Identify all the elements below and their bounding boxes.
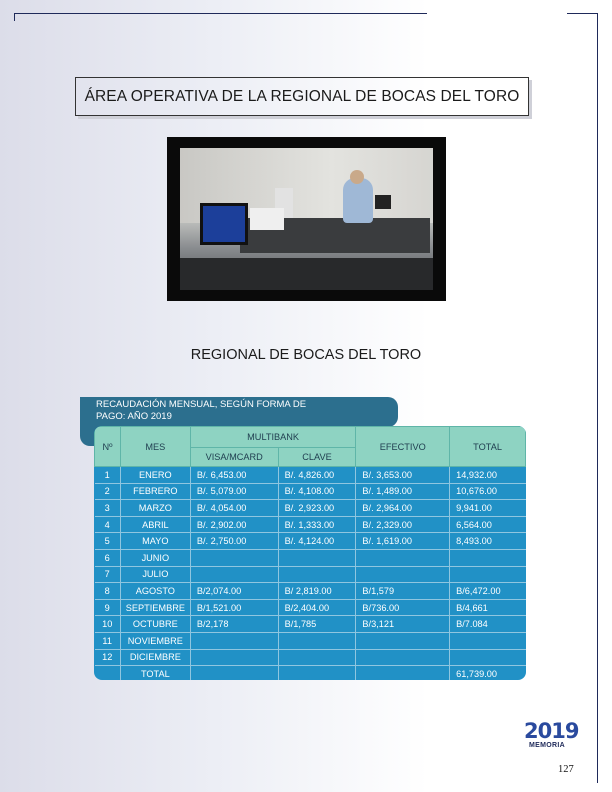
cell-efectivo: [356, 566, 450, 583]
table-row: [95, 516, 526, 533]
cell-efectivo: B/. 1,489.00: [356, 483, 450, 500]
photo-person: [343, 178, 373, 223]
cell-n: 6: [95, 549, 121, 566]
logo-label: MEMORIA: [529, 742, 565, 749]
cell-visa: B/2,178: [190, 616, 278, 633]
cell-clave: [278, 649, 356, 666]
page-title-box: [75, 77, 529, 116]
cell-mes: ABRIL: [120, 516, 190, 533]
cell-n: 8: [95, 583, 121, 600]
cell-total: [450, 549, 526, 566]
section-title: REGIONAL DE BOCAS DEL TORO: [190, 347, 422, 363]
cell-total: 6,564.00: [450, 516, 526, 533]
cell-total: 14,932.00: [450, 467, 526, 484]
logo-year: 2019: [524, 719, 579, 743]
cell-n: 1: [95, 467, 121, 484]
table-row: [95, 583, 526, 600]
photo-foreground-desk: [180, 258, 433, 290]
table-row: [95, 632, 526, 649]
cell-total: B/4,661: [450, 599, 526, 616]
cell-n: 12: [95, 649, 121, 666]
cell-n: 10: [95, 616, 121, 633]
frame-top-line-right: [567, 13, 597, 14]
header-visa: VISA/MCARD: [190, 448, 278, 467]
cell-mes: JULIO: [120, 566, 190, 583]
header-mes: MES: [120, 427, 190, 467]
cell-efectivo: B/3,121: [356, 616, 450, 633]
table-row: [95, 649, 526, 666]
table-row: [95, 549, 526, 566]
photo-person-head: [350, 170, 364, 184]
total-empty-cell: [278, 666, 356, 680]
table-row: [95, 500, 526, 517]
cell-efectivo: B/. 1,619.00: [356, 533, 450, 550]
cell-mes: SEPTIEMBRE: [120, 599, 190, 616]
cell-mes: MAYO: [120, 533, 190, 550]
cell-n: 11: [95, 632, 121, 649]
cell-clave: B/. 4,826.00: [278, 467, 356, 484]
cell-total: [450, 632, 526, 649]
page-number: 127: [558, 764, 574, 775]
cell-efectivo: [356, 632, 450, 649]
table-heading-line1: RECAUDACIÓN MENSUAL, SEGÚN FORMA DE: [96, 399, 307, 410]
cell-visa: [190, 632, 278, 649]
cell-n: 7: [95, 566, 121, 583]
office-photo: [180, 148, 433, 290]
cell-total: 9,941.00: [450, 500, 526, 517]
cell-n: 3: [95, 500, 121, 517]
table-row: [95, 483, 526, 500]
cell-total: [450, 566, 526, 583]
cell-mes: ENERO: [120, 467, 190, 484]
revenue-table: [94, 426, 526, 680]
photo-papers: [250, 208, 284, 230]
cell-efectivo: B/1,579: [356, 583, 450, 600]
photo-monitor: [200, 203, 248, 245]
cell-n: 2: [95, 483, 121, 500]
cell-clave: B/ 2,819.00: [278, 583, 356, 600]
cell-clave: B/. 1,333.00: [278, 516, 356, 533]
frame-left-line: [14, 13, 15, 21]
cell-efectivo: B/. 3,653.00: [356, 467, 450, 484]
cell-n: 5: [95, 533, 121, 550]
cell-visa: [190, 649, 278, 666]
cell-efectivo: B/. 2,964.00: [356, 500, 450, 517]
revenue-table-grid: [94, 426, 526, 680]
header-multibank: MULTIBANK: [190, 427, 356, 448]
cell-visa: B/. 5,079.00: [190, 483, 278, 500]
cell-visa: [190, 549, 278, 566]
page-title: ÁREA OPERATIVA DE LA REGIONAL DE BOCAS DEL TORO: [84, 87, 520, 105]
photo-monitor-back: [375, 195, 391, 209]
cell-total: [450, 649, 526, 666]
table-heading: [80, 397, 398, 427]
cell-efectivo: [356, 649, 450, 666]
cell-clave: B/. 4,124.00: [278, 533, 356, 550]
cell-total: 10,676.00: [450, 483, 526, 500]
cell-clave: B/. 2,923.00: [278, 500, 356, 517]
table-row: [95, 616, 526, 633]
header-total: TOTAL: [450, 427, 526, 467]
cell-clave: [278, 566, 356, 583]
frame-right-line: [597, 13, 598, 783]
cell-visa: B/. 6,453.00: [190, 467, 278, 484]
table-row: [95, 599, 526, 616]
cell-clave: B/1,785: [278, 616, 356, 633]
cell-mes: DICIEMBRE: [120, 649, 190, 666]
table-row: [95, 566, 526, 583]
cell-visa: B/. 4,054.00: [190, 500, 278, 517]
office-photo-frame: [167, 137, 446, 301]
cell-visa: B/. 2,902.00: [190, 516, 278, 533]
total-empty-cell: [190, 666, 278, 680]
table-body: [95, 467, 526, 681]
cell-clave: [278, 549, 356, 566]
cell-efectivo: [356, 549, 450, 566]
header-no: Nº: [95, 427, 121, 467]
memoria-logo: [524, 719, 579, 754]
cell-mes: NOVIEMBRE: [120, 632, 190, 649]
cell-mes: OCTUBRE: [120, 616, 190, 633]
table-heading-line2: PAGO: AÑO 2019: [96, 411, 172, 422]
cell-mes: AGOSTO: [120, 583, 190, 600]
cell-mes: FEBRERO: [120, 483, 190, 500]
cell-visa: B/. 2,750.00: [190, 533, 278, 550]
cell-efectivo: B/. 2,329.00: [356, 516, 450, 533]
cell-total: B/7.084: [450, 616, 526, 633]
total-label: TOTAL: [120, 666, 190, 680]
cell-visa: [190, 566, 278, 583]
cell-clave: B/. 4,108.00: [278, 483, 356, 500]
cell-mes: JUNIO: [120, 549, 190, 566]
cell-total: B/6,472.00: [450, 583, 526, 600]
cell-clave: B/2,404.00: [278, 599, 356, 616]
table-total-row: [95, 666, 526, 680]
total-empty-cell: [95, 666, 121, 680]
cell-visa: B/2,074.00: [190, 583, 278, 600]
table-row: [95, 467, 526, 484]
cell-mes: MARZO: [120, 500, 190, 517]
header-clave: CLAVE: [278, 448, 356, 467]
cell-n: 9: [95, 599, 121, 616]
cell-visa: B/1,521.00: [190, 599, 278, 616]
cell-clave: [278, 632, 356, 649]
cell-total: 8,493.00: [450, 533, 526, 550]
cell-efectivo: B/736.00: [356, 599, 450, 616]
cell-n: 4: [95, 516, 121, 533]
frame-top-line: [14, 13, 427, 14]
table-row: [95, 533, 526, 550]
total-value: 61,739.00: [450, 666, 526, 680]
header-efectivo: EFECTIVO: [356, 427, 450, 467]
total-empty-cell: [356, 666, 450, 680]
